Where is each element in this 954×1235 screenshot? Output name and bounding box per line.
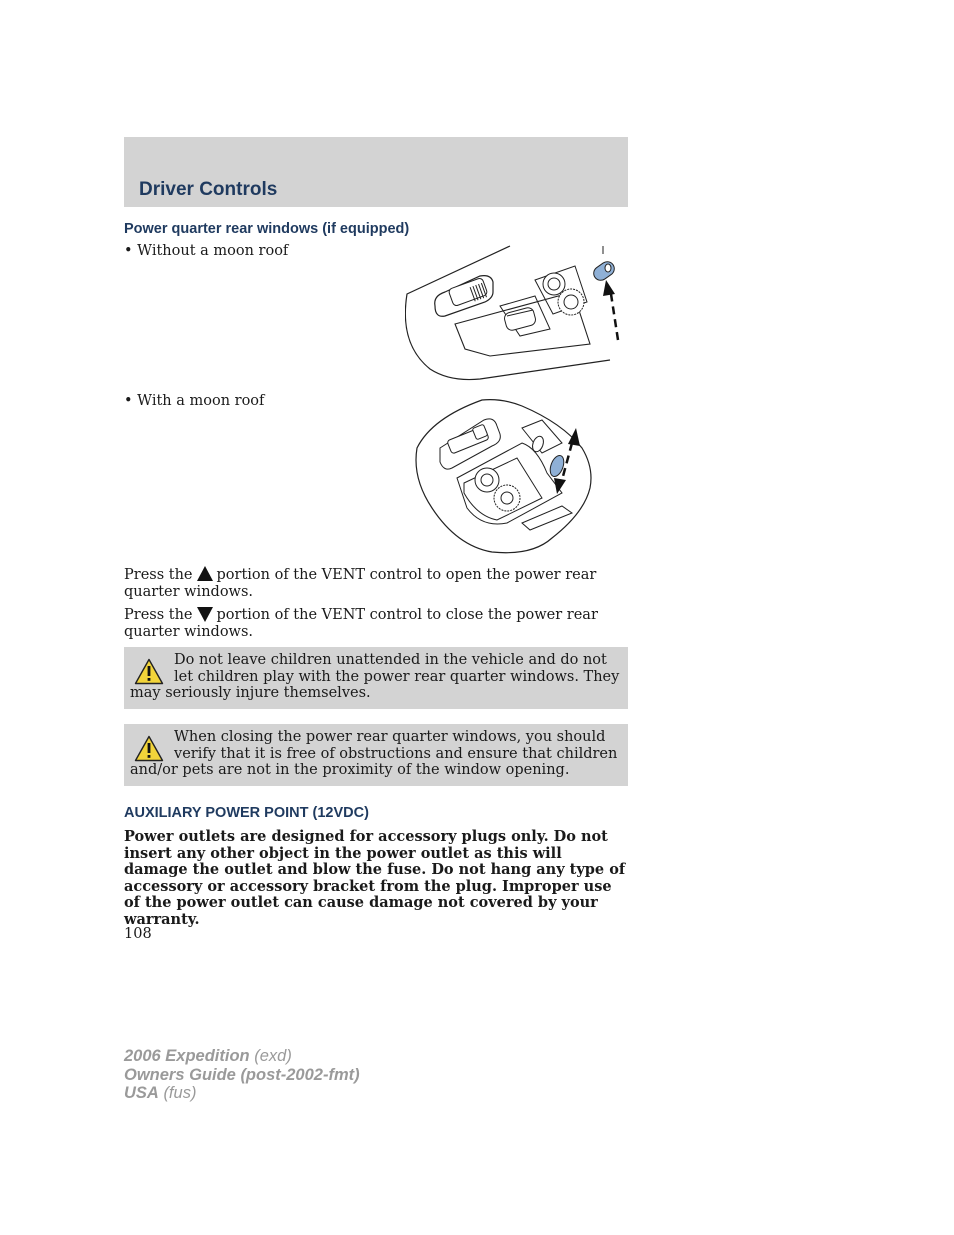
footer-model-code: (exd)	[254, 1047, 292, 1065]
bullet-without-label: Without a moon roof	[137, 243, 289, 259]
open-pre: Press the	[124, 567, 193, 583]
close-instruction	[124, 607, 628, 640]
warning-triangle-icon	[134, 658, 164, 685]
document-footer	[124, 1047, 360, 1103]
triangle-down-icon	[197, 607, 213, 622]
close-pre: Press the	[124, 607, 193, 623]
warning-text-children: Do not leave children unattended in the vehicle and do not let children play with the power rear quarter windows. They may seriously injure themselves.	[130, 652, 620, 701]
page-number: 108	[124, 926, 152, 942]
console-without-moonroof-illustration	[405, 244, 627, 382]
aux-power-heading: AUXILIARY POWER POINT (12VDC)	[124, 805, 369, 821]
footer-model: 2006 Expedition	[124, 1047, 250, 1065]
bullet-with-moonroof: • With a moon roof	[124, 393, 265, 409]
open-instruction	[124, 567, 628, 600]
footer-line-3	[124, 1084, 360, 1103]
open-post: portion of the VENT control to open the power rear quarter windows.	[124, 567, 597, 600]
warning-text-obstructions: When closing the power rear quarter windows, you should verify that it is free of obstructions and ensure that children and/or pets are not in the proximity of the window opening.	[130, 729, 618, 778]
power-quarter-heading: Power quarter rear windows (if equipped)	[124, 221, 410, 237]
triangle-up-icon	[197, 566, 213, 581]
footer-guide: Owners Guide (post-2002-fmt)	[124, 1065, 360, 1084]
footer-market-code: (fus)	[163, 1084, 197, 1102]
aux-power-body: Power outlets are designed for accessory plugs only. Do not insert any other object in the power outlet as this will damage the outlet and blow the fuse. Do not hang any type of accessory or accessory bracket from the plug. Improper use of the power outlet can cause damage not covered by your warranty.	[124, 828, 626, 928]
warning-box-obstructions	[124, 724, 628, 786]
section-title: Driver Controls	[139, 179, 278, 200]
close-post: portion of the VENT control to close the power rear quarter windows.	[124, 607, 598, 640]
console-with-moonroof-illustration	[412, 398, 594, 554]
header-band	[124, 137, 628, 207]
footer-line-1	[124, 1047, 360, 1066]
bullet-without-moonroof: • Without a moon roof	[124, 243, 289, 259]
footer-market: USA	[124, 1084, 159, 1102]
footer-line-2	[124, 1066, 360, 1085]
warning-triangle-icon	[134, 735, 164, 762]
warning-box-children	[124, 647, 628, 709]
bullet-with-label: With a moon roof	[137, 393, 265, 409]
